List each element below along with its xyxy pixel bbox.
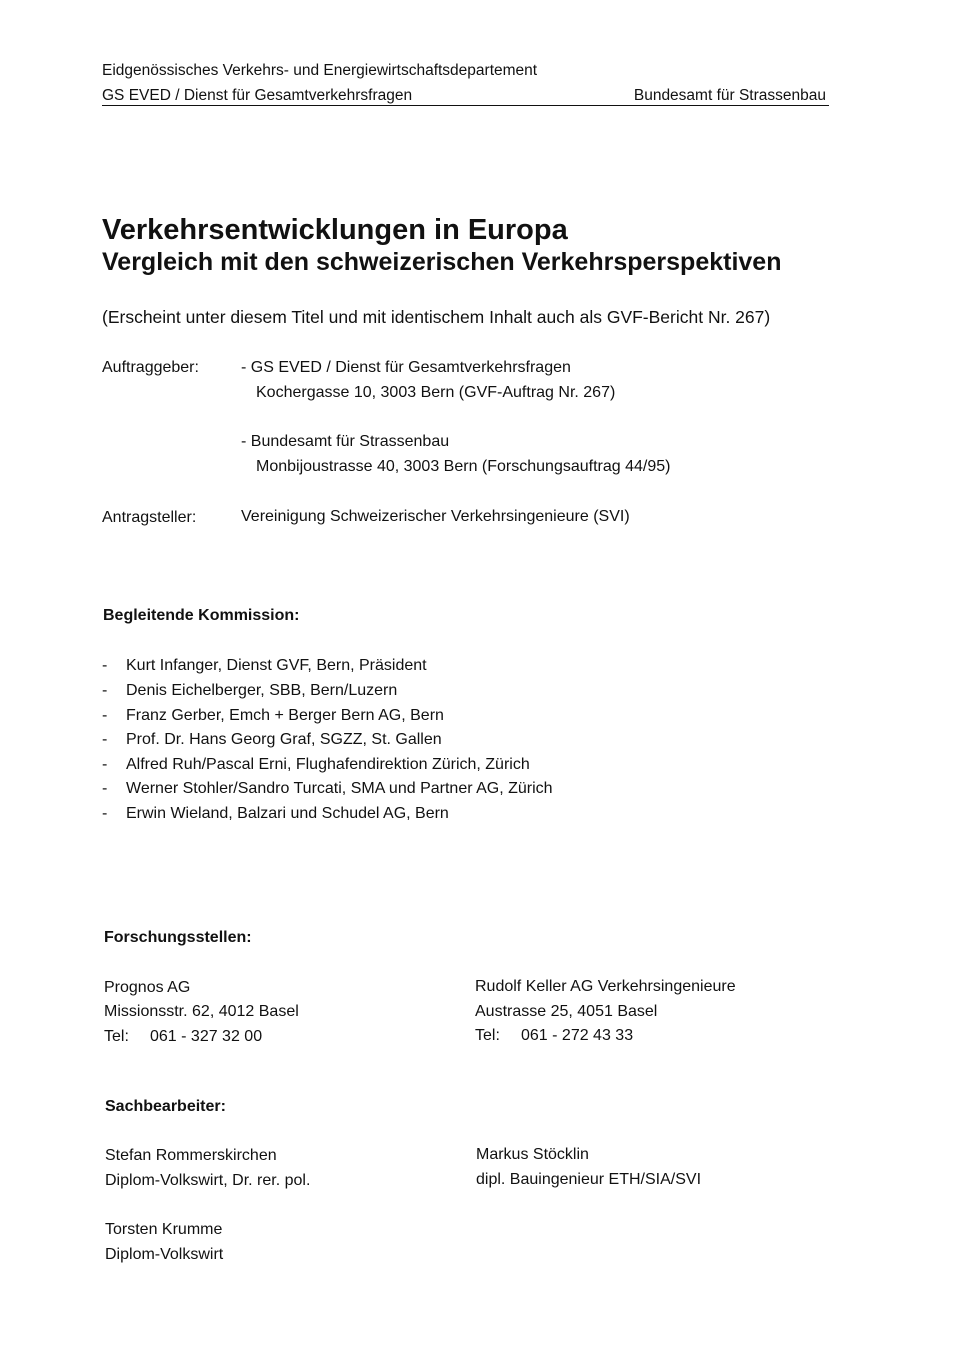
member-name: Denis Eichelberger, SBB, Bern/Luzern bbox=[126, 682, 398, 699]
client-name-1: - GS EVED / Dienst für Gesamtverkehrsfragen bbox=[241, 359, 571, 376]
tel-number: 061 - 327 32 00 bbox=[150, 1028, 263, 1045]
staff-heading: Sachbearbeiter: bbox=[105, 1098, 226, 1115]
document-title: Verkehrsentwicklungen in Europa bbox=[102, 214, 568, 246]
research-right-address: Austrasse 25, 4051 Basel bbox=[475, 1003, 658, 1020]
applicant-value: Vereinigung Schweizerischer Verkehrsingenieure (SVI) bbox=[241, 508, 630, 525]
header-department: Eidgenössisches Verkehrs- und Energiewirtschaftsdepartement bbox=[102, 62, 538, 79]
list-dash: - bbox=[102, 731, 108, 748]
staff-role: Diplom-Volkswirt, Dr. rer. pol. bbox=[105, 1172, 311, 1189]
staff-role: Diplom-Volkswirt bbox=[105, 1246, 224, 1263]
list-dash: - bbox=[102, 682, 108, 699]
list-dash: - bbox=[102, 805, 108, 822]
client-label: Auftraggeber: bbox=[102, 359, 199, 376]
list-dash: - bbox=[102, 707, 108, 724]
research-right-name: Rudolf Keller AG Verkehrsingenieure bbox=[475, 978, 736, 995]
list-dash: - bbox=[102, 780, 108, 797]
applicant-label: Antragsteller: bbox=[102, 509, 197, 526]
member-name: Erwin Wieland, Balzari und Schudel AG, Bern bbox=[126, 805, 449, 822]
research-heading: Forschungsstellen: bbox=[104, 929, 252, 946]
member-name: Kurt Infanger, Dienst GVF, Bern, Präsident bbox=[126, 657, 427, 674]
research-right-phone bbox=[475, 1027, 633, 1045]
tel-label: Tel: bbox=[475, 1027, 500, 1044]
publication-note: (Erscheint unter diesem Titel und mit identischem Inhalt auch als GVF-Bericht Nr. 267) bbox=[102, 307, 771, 327]
staff-name: Stefan Rommerskirchen bbox=[105, 1147, 277, 1164]
research-left-name: Prognos AG bbox=[104, 979, 191, 996]
header-service: GS EVED / Dienst für Gesamtverkehrsfragen bbox=[102, 87, 413, 104]
staff-name: Torsten Krumme bbox=[105, 1221, 223, 1238]
member-name: Franz Gerber, Emch + Berger Bern AG, Bern bbox=[126, 707, 444, 724]
commission-heading: Begleitende Kommission: bbox=[103, 607, 300, 624]
client-address-1: Kochergasse 10, 3003 Bern (GVF-Auftrag Nr. 267) bbox=[256, 384, 616, 401]
research-left-address: Missionsstr. 62, 4012 Basel bbox=[104, 1003, 299, 1020]
client-name-2: - Bundesamt für Strassenbau bbox=[241, 433, 450, 450]
member-name: Prof. Dr. Hans Georg Graf, SGZZ, St. Gallen bbox=[126, 731, 442, 748]
member-name: Alfred Ruh/Pascal Erni, Flughafendirektion Zürich, Zürich bbox=[126, 756, 530, 773]
list-dash: - bbox=[102, 657, 108, 674]
tel-number: 061 - 272 43 33 bbox=[521, 1027, 634, 1044]
staff-name: Markus Stöcklin bbox=[476, 1146, 589, 1163]
research-left-phone bbox=[104, 1028, 262, 1046]
list-dash: - bbox=[102, 756, 108, 773]
member-name: Werner Stohler/Sandro Turcati, SMA und Partner AG, Zürich bbox=[126, 780, 553, 797]
header-rule bbox=[102, 105, 829, 106]
client-address-2: Monbijoustrasse 40, 3003 Bern (Forschungsauftrag 44/95) bbox=[256, 458, 671, 475]
tel-label: Tel: bbox=[104, 1028, 129, 1045]
staff-role: dipl. Bauingenieur ETH/SIA/SVI bbox=[476, 1171, 702, 1188]
header-office: Bundesamt für Strassenbau bbox=[633, 87, 826, 104]
document-subtitle: Vergleich mit den schweizerischen Verkehrsperspektiven bbox=[102, 248, 782, 276]
